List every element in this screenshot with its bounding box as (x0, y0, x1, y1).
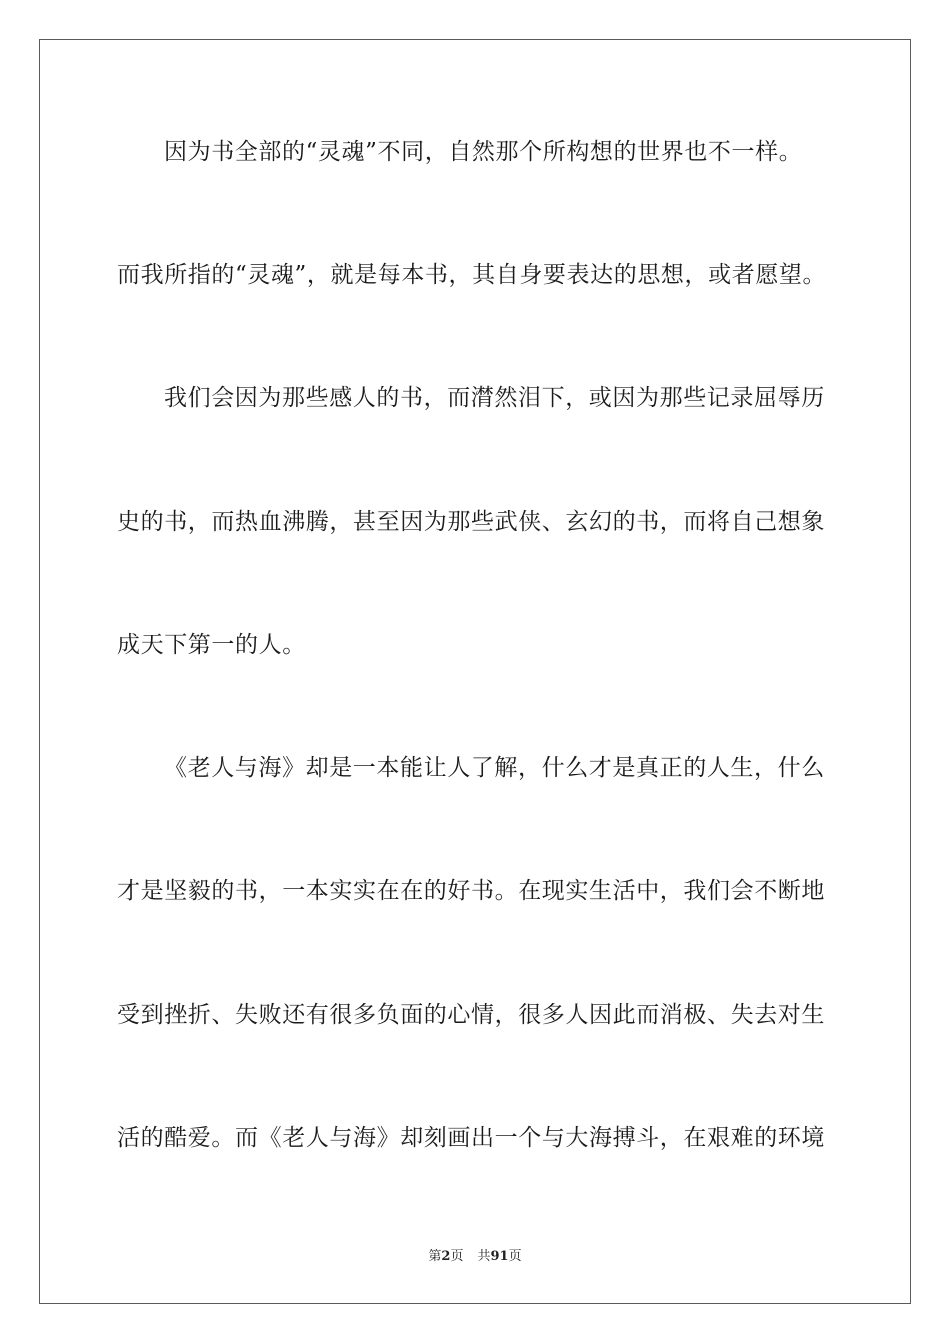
page-border (39, 39, 911, 1304)
paragraph-line: 成天下第一的人。 (117, 632, 306, 658)
total-prefix: 共 (477, 1249, 491, 1264)
paragraph-line: 受到挫折、失败还有很多负面的心情，很多人因此而消极、失去对生 (117, 1002, 825, 1028)
paragraph-line: 活的酷爱。而《老人与海》却刻画出一个与大海搏斗，在艰难的环境 (117, 1125, 825, 1151)
page-footer (0, 1248, 950, 1266)
page-suffix: 页 (450, 1249, 464, 1264)
paragraph-line: 而我所指的“灵魂”，就是每本书，其自身要表达的思想，或者愿望。 (117, 262, 827, 288)
total-pages: 91 (490, 1249, 509, 1264)
paragraph-line: 才是坚毅的书，一本实实在在的好书。在现实生活中，我们会不断地 (117, 878, 825, 904)
page-indicator (428, 1249, 463, 1264)
page-prefix: 第 (428, 1249, 442, 1264)
total-suffix: 页 (508, 1249, 522, 1264)
page-number: 2 (441, 1249, 451, 1264)
paragraph-line: 《老人与海》却是一本能让人了解，什么才是真正的人生，什么 (164, 755, 825, 781)
paragraph-line: 因为书全部的“灵魂”不同，自然那个所构想的世界也不一样。 (164, 139, 803, 165)
paragraph-line: 我们会因为那些感人的书，而潸然泪下，或因为那些记录屈辱历 (164, 385, 825, 411)
total-pages-indicator (477, 1249, 521, 1264)
paragraph-line: 史的书，而热血沸腾，甚至因为那些武侠、玄幻的书，而将自己想象 (117, 509, 825, 535)
